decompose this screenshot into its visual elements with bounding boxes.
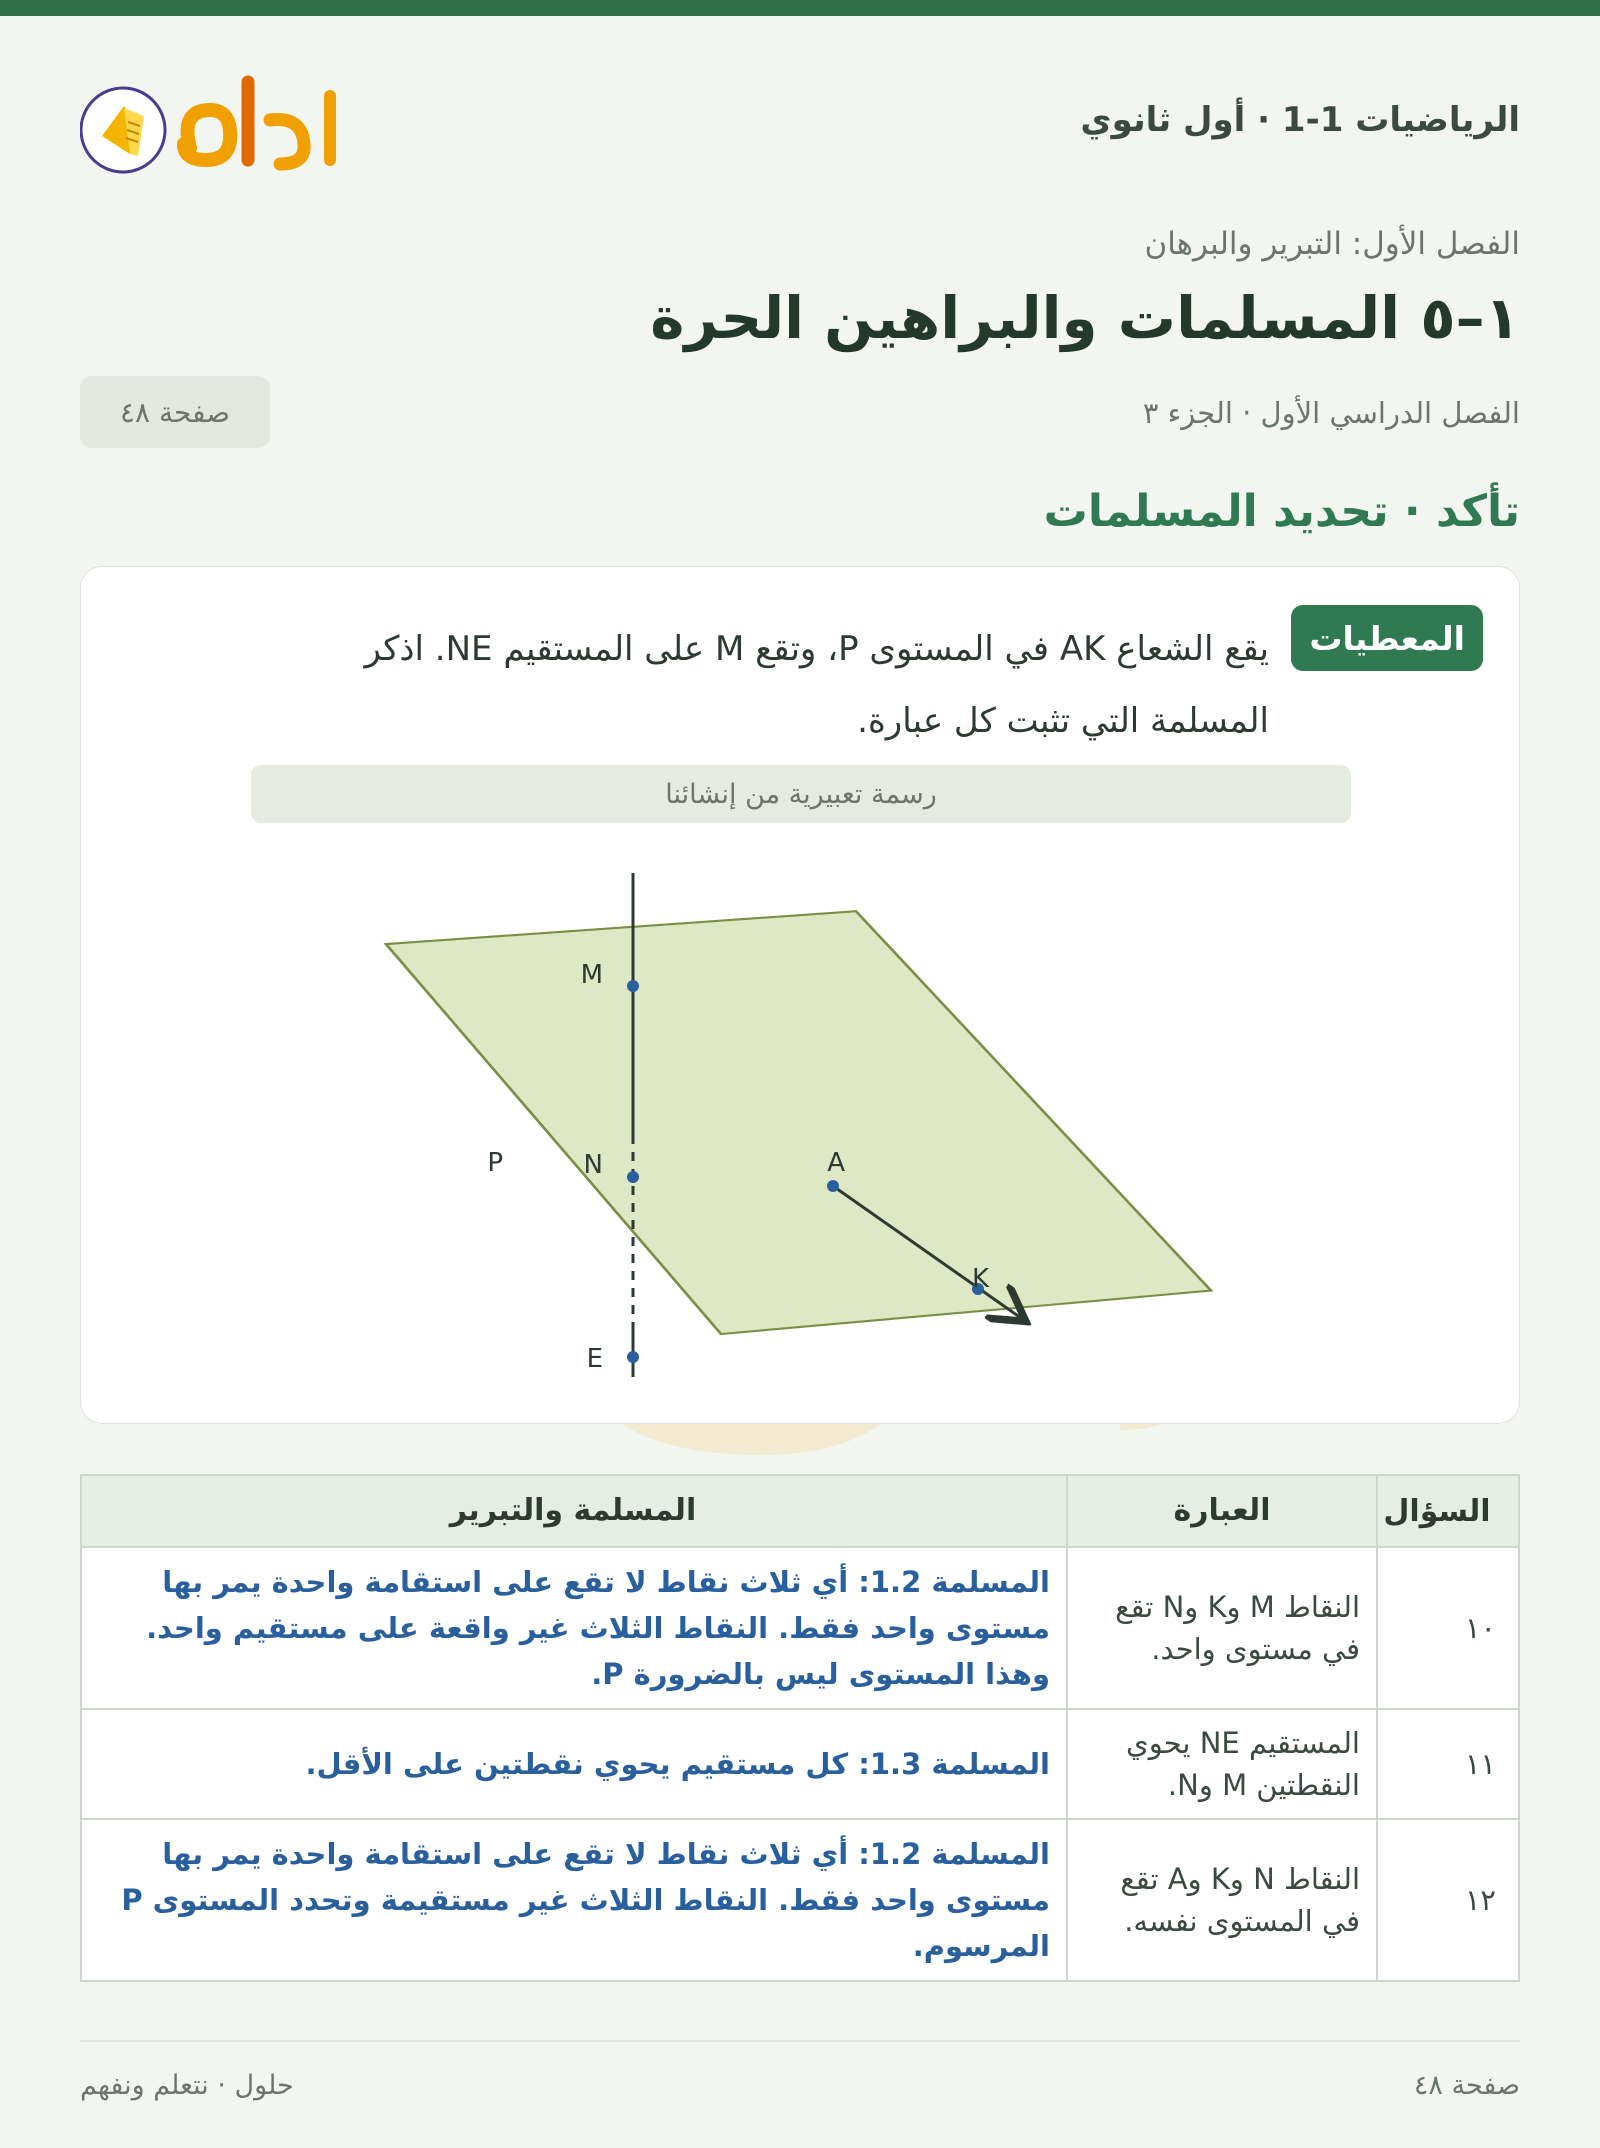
label-a: A xyxy=(827,1148,845,1178)
given-card xyxy=(80,566,1520,1424)
footer-tagline: حلول · نتعلم ونفهم xyxy=(80,2070,294,2101)
top-accent-bar xyxy=(0,0,1600,16)
chapter-label: الفصل الأول: التبرير والبرهان xyxy=(1144,226,1520,262)
row-statement: النقاط M وK وN تقع في مستوى واحد. xyxy=(1067,1547,1377,1709)
hulul-logo-icon[interactable] xyxy=(80,60,360,200)
diagram-caption: رسمة تعبيرية من إنشائنا xyxy=(251,765,1351,823)
given-text: يقع الشعاع AK في المستوى P، وتقع M على المستقيم NE. اذكر المسلمة التي تثبت كل عبارة. xyxy=(364,629,1269,741)
label-m: M xyxy=(580,960,603,990)
header-question: السؤال xyxy=(1377,1475,1519,1547)
row-number: ١٢ xyxy=(1377,1819,1519,1981)
page-number-badge: صفحة ٤٨ xyxy=(80,376,270,448)
label-k: K xyxy=(971,1264,989,1294)
semester-label: الفصل الدراسي الأول · الجزء ٣ xyxy=(1142,396,1520,430)
row-answer: المسلمة 1.3: كل مستقيم يحوي نقطتين على الأقل. xyxy=(81,1709,1067,1819)
footer-divider xyxy=(80,2040,1520,2042)
answers-table xyxy=(80,1474,1520,1982)
table-row xyxy=(81,1819,1519,1981)
table-row xyxy=(81,1709,1519,1819)
label-e: E xyxy=(586,1344,603,1374)
row-statement: النقاط N وK وA تقع في المستوى نفسه. xyxy=(1067,1819,1377,1981)
section-title: تأكد · تحديد المسلمات xyxy=(1043,486,1520,537)
point-m xyxy=(627,980,639,992)
plane-diagram xyxy=(381,837,1281,1377)
row-answer: المسلمة 1.2: أي ثلاث نقاط لا تقع على استقامة واحدة يمر بها مستوى واحد فقط. النقاط الثلاث غير واقعة على مستقيم واحد. وهذا المستوى ليس بالضرورة P. xyxy=(81,1547,1067,1709)
page-title: ١–٥ المسلمات والبراهين الحرة xyxy=(650,284,1520,352)
table-row xyxy=(81,1547,1519,1709)
header-postulate: المسلمة والتبرير xyxy=(81,1475,1067,1547)
label-plane-p: P xyxy=(487,1148,503,1178)
given-badge: المعطيات xyxy=(1291,605,1483,671)
footer-page-number: صفحة ٤٨ xyxy=(1413,2070,1520,2101)
point-a xyxy=(827,1180,839,1192)
header-statement: العبارة xyxy=(1067,1475,1377,1547)
page-header xyxy=(80,60,1520,200)
row-statement: المستقيم NE يحوي النقطتين M وN. xyxy=(1067,1709,1377,1819)
table-header-row xyxy=(81,1475,1519,1547)
plane-p xyxy=(386,911,1211,1334)
row-number: ١١ xyxy=(1377,1709,1519,1819)
point-n xyxy=(627,1171,639,1183)
point-e xyxy=(627,1351,639,1363)
label-n: N xyxy=(583,1150,603,1180)
row-answer: المسلمة 1.2: أي ثلاث نقاط لا تقع على استقامة واحدة يمر بها مستوى واحد فقط. النقاط الثلاث غير مستقيمة وتحدد المستوى P المرسوم. xyxy=(81,1819,1067,1981)
breadcrumb[interactable]: الرياضيات 1-1 · أول ثانوي xyxy=(1080,100,1520,140)
row-number: ١٠ xyxy=(1377,1547,1519,1709)
